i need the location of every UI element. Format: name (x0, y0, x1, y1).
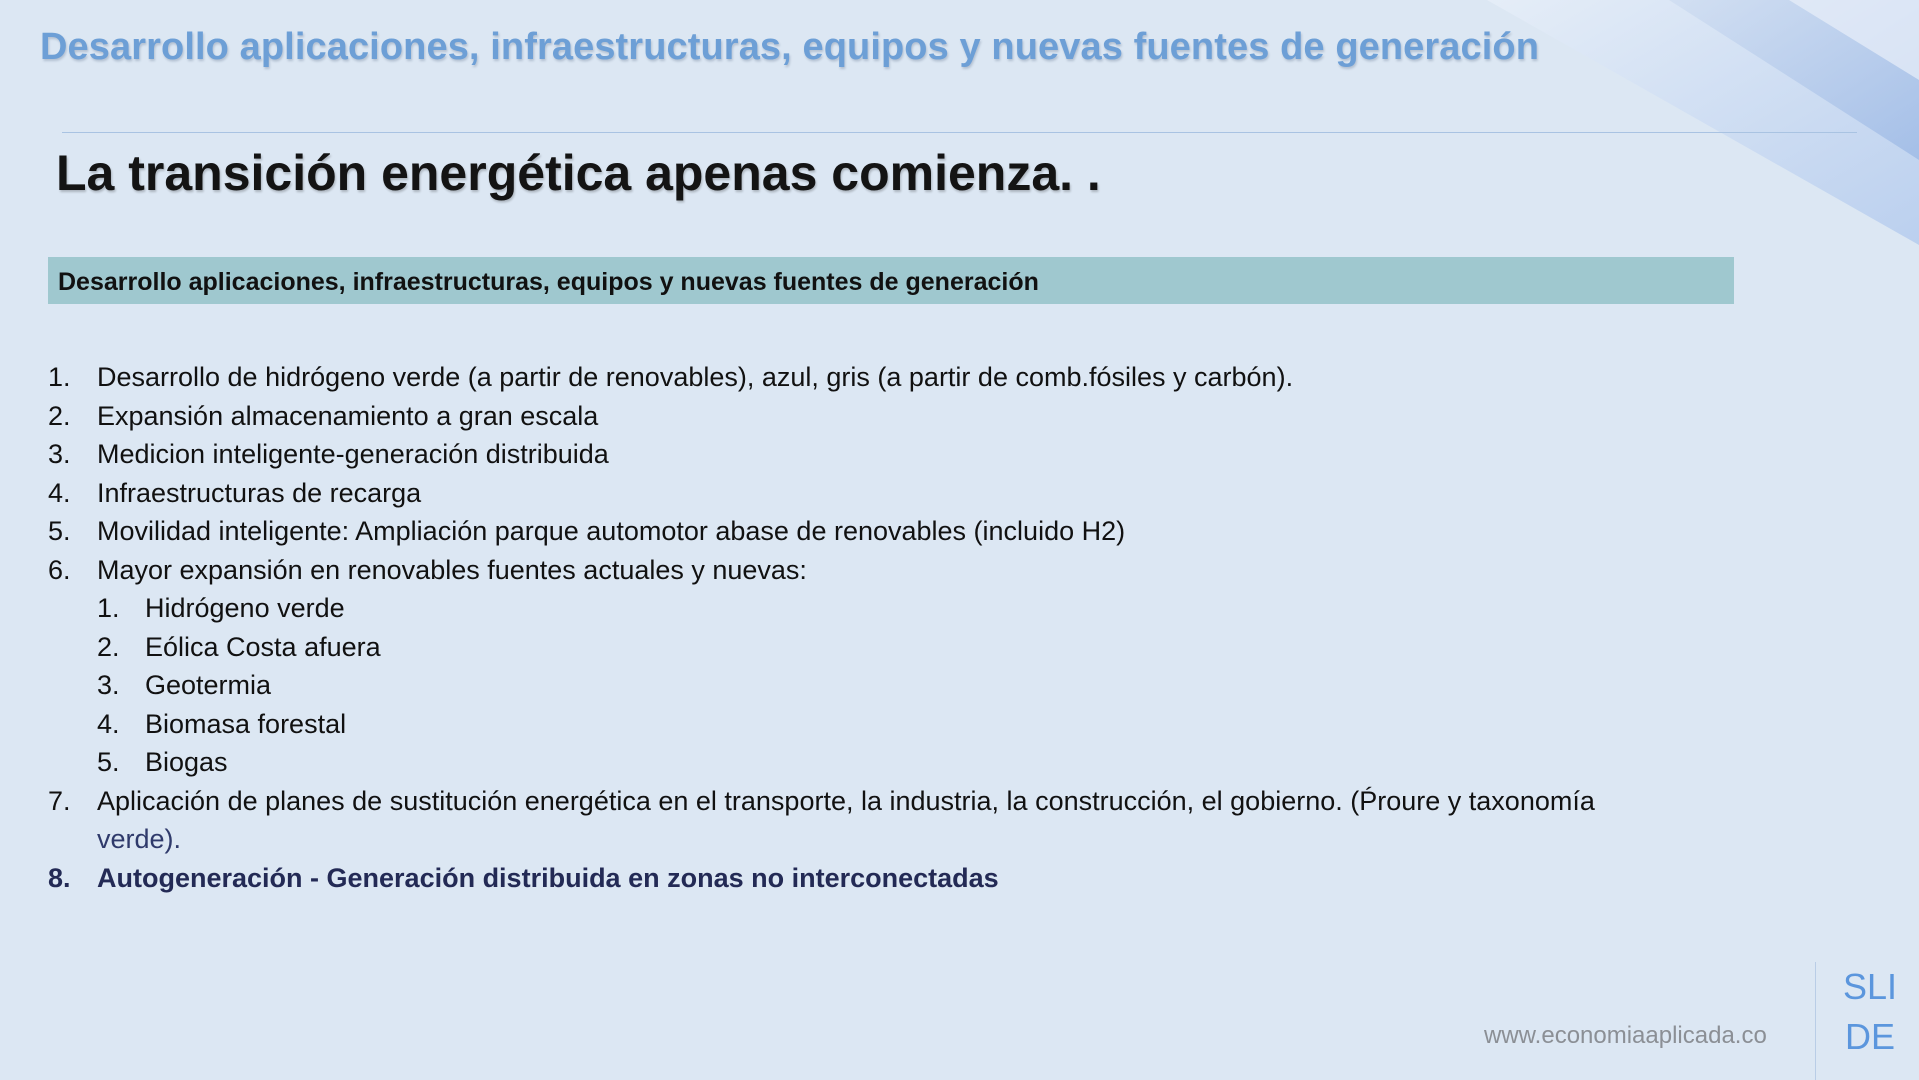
list-item-text: Expansión almacenamiento a gran escala (97, 400, 599, 431)
list-item (48, 512, 1748, 551)
list-item-text: Medicion inteligente-generación distribuida (97, 439, 609, 469)
list-item-number: 3. (48, 439, 71, 469)
list-item-text: Mayor expansión en renovables fuentes actuales y nuevas: (97, 554, 807, 585)
sub-list-item-number: 1. (97, 593, 120, 623)
list-item (48, 358, 1748, 397)
list-item-number: 5. (48, 516, 71, 546)
list-item-continuation (48, 820, 1748, 859)
sub-list-item (48, 589, 1748, 628)
section-banner (48, 257, 1734, 304)
sub-list-item-text: Biomasa forestal (145, 708, 347, 739)
page-title: La transición energética apenas comienza. . (56, 145, 1101, 201)
list-item-text: Aplicación de planes de sustitución energética en el transporte, la industria, la construcción, el gobierno. (Ṕroure y taxonomía (97, 785, 1595, 816)
list-item-text: Autogeneración - Generación distribuida en zonas no interconectadas (97, 862, 999, 893)
sub-list-item-number: 4. (97, 708, 120, 739)
list-item-text: Movilidad inteligente: Ampliación parque automotor abase de renovables (incluido H2) (97, 516, 1126, 546)
list-item (48, 551, 1748, 590)
sub-list-item-text: Geotermia (145, 670, 272, 700)
list-item-number: 1. (48, 362, 71, 392)
header-divider (62, 132, 1857, 133)
slide-badge (1842, 962, 1898, 1062)
list-item-number: 6. (48, 554, 71, 585)
sub-list-item-text: Eólica Costa afuera (145, 631, 381, 662)
sub-list-item-number: 3. (97, 670, 120, 700)
header-title: Desarrollo aplicaciones, infraestructuras, equipos y nuevas fuentes de generación (40, 26, 1540, 68)
footer-url: www.economiaaplicada.co (1484, 1022, 1767, 1049)
sub-list-item (48, 666, 1748, 705)
list-item (48, 474, 1748, 513)
slide-badge-line2: DE (1844, 1016, 1895, 1057)
sub-list-item (48, 628, 1748, 667)
list-item-number: 8. (48, 862, 71, 893)
sub-list-item-number: 5. (97, 747, 120, 777)
numbered-list (48, 358, 1748, 897)
list-item-text: Desarrollo de hidrógeno verde (a partir de renovables), azul, gris (a partir de comb.fósiles y carbón). (97, 362, 1294, 392)
sub-list-item-text: Hidrógeno verde (145, 593, 345, 623)
list-item (48, 435, 1748, 474)
list-item (48, 397, 1748, 436)
list-item (48, 859, 1748, 898)
footer-divider (1815, 962, 1816, 1080)
sub-list-item-text: Biogas (145, 747, 228, 777)
sub-list-item (48, 743, 1748, 782)
list-item-text: Infraestructuras de recarga (97, 477, 422, 508)
section-banner-text: Desarrollo aplicaciones, infraestructuras, equipos y nuevas fuentes de generación (58, 268, 1039, 296)
list-item-number: 7. (48, 785, 71, 816)
sub-list-item-number: 2. (97, 631, 120, 662)
list-item-continuation-text: verde). (97, 824, 182, 854)
list-item (48, 782, 1748, 821)
slide-badge-line1: SLI (1842, 966, 1898, 1007)
list-item-number: 2. (48, 400, 71, 431)
sub-list-item (48, 705, 1748, 744)
list-item-number: 4. (48, 477, 71, 508)
